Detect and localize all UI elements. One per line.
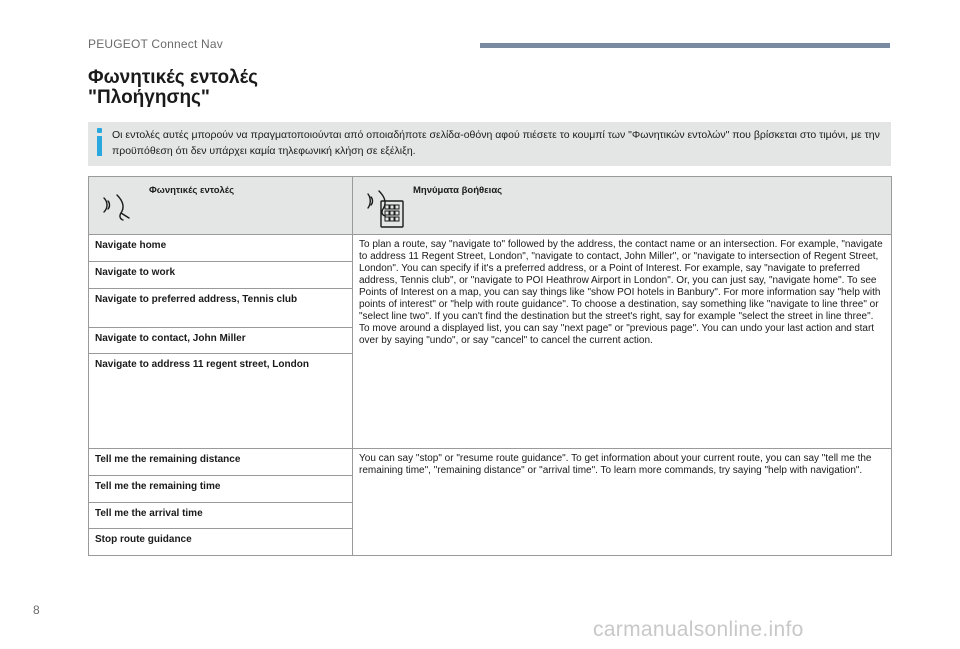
help-cell-route-info: You can say "stop" or "resume route guidance". To get information about your current route, you can say "tell me the remaining time", "remaining distance" or "arrival time". To learn more commands, try saying "help with navigation". xyxy=(353,449,892,556)
command-cell: Tell me the remaining time xyxy=(89,476,353,503)
info-icon xyxy=(96,128,104,158)
command-cell: Navigate home xyxy=(89,235,353,262)
info-text: Οι εντολές αυτές μπορούν να πραγματοποιούνται από οποιαδήποτε σελίδα-οθόνη αφού πιέσετε το κουμπί των "Φωνητικών εντολών" που βρίσκεται στο τιμόνι, με την προϋπόθεση ότι δεν υπάρχει καμία τηλεφωνική κλήση σε εξέλιξη. xyxy=(112,129,880,157)
header-cell-commands xyxy=(89,177,353,235)
header-divider-bar xyxy=(480,43,890,48)
page-title xyxy=(88,68,258,108)
command-cell: Stop route guidance xyxy=(89,529,353,556)
info-box xyxy=(88,122,891,166)
watermark: carmanualsonline.info xyxy=(593,618,804,641)
help-cell-navigation: To plan a route, say "navigate to" followed by the address, the contact name or an intersection. For example, "navigate to address 11 Regent Street, London", "navigate to contact, John Miller", or "navigate to intersection of Regent Street, London". You can specify if it's a preferred address, or a Point of Interest. For example, say "navigate to preferred address, Tennis club", or "navigate to POI Heathrow Airport in London". Or, you can just say, "navigate home". To see Points of Interest on a map, you can say things like "show POI hotels in Banbury". For more information say "help with points of interest" or "help with route guidance". To choose a destination, say something like "navigate to line three" or "select line two". If you can't find the destination but the street's right, say for example "select the street in line three". To move around a displayed list, you can say "next page" or "previous page". You can undo your last action and start over by saying "undo", or say "cancel" to cancel the current action. xyxy=(353,235,892,449)
header-label-help: Μηνύματα βοήθειας xyxy=(413,185,503,196)
page-title-line-2: "Πλοήγησης" xyxy=(88,87,210,108)
header-cell-help xyxy=(353,177,892,235)
header-label-commands: Φωνητικές εντολές xyxy=(149,185,235,196)
command-cell: Navigate to preferred address, Tennis club xyxy=(89,289,353,328)
command-cell: Tell me the remaining distance xyxy=(89,449,353,476)
page-title-line-1: Φωνητικές εντολές xyxy=(88,67,259,88)
command-cell: Navigate to work xyxy=(89,262,353,289)
voice-command-icon xyxy=(103,187,135,223)
command-cell: Navigate to contact, John Miller xyxy=(89,328,353,354)
command-cell: Navigate to address 11 regent street, London xyxy=(89,354,353,449)
header-brand: PEUGEOT Connect Nav xyxy=(88,37,223,51)
page-number: 8 xyxy=(33,603,40,617)
voice-commands-table xyxy=(88,176,892,556)
voice-help-menu-icon xyxy=(367,187,407,231)
command-cell: Tell me the arrival time xyxy=(89,503,353,529)
